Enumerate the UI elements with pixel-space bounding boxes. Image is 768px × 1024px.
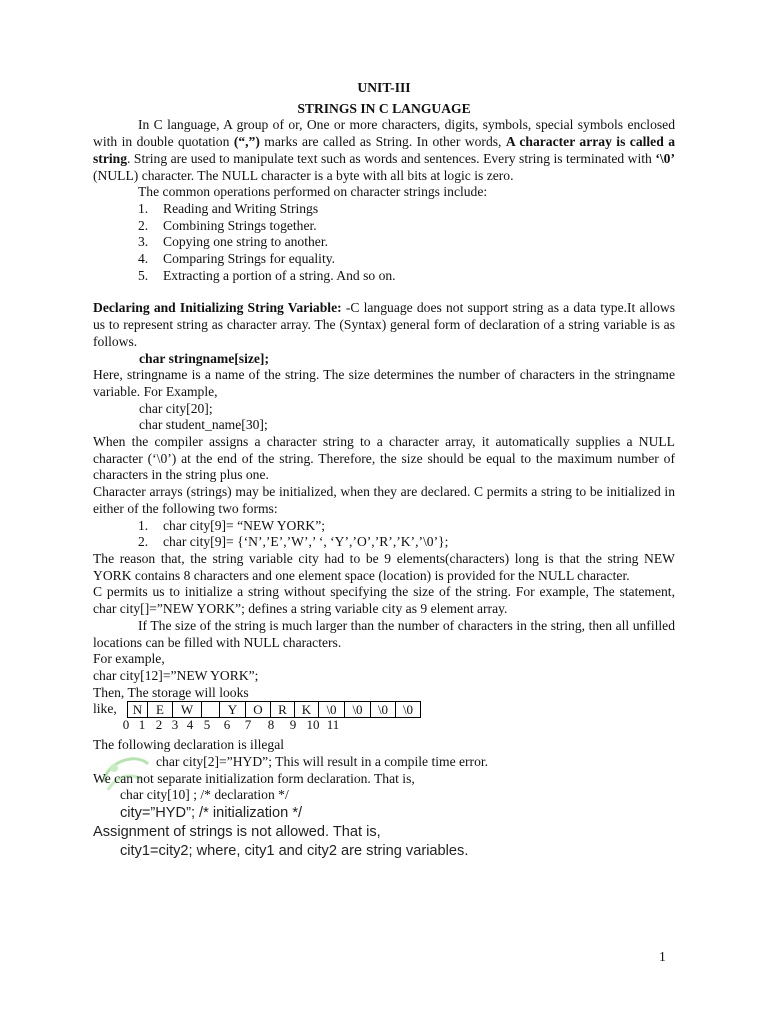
storage-cell — [202, 701, 220, 718]
operations-intro: The common operations performed on character strings include: — [138, 184, 488, 200]
intro-text: (NULL) character. The NULL character is a byte with all bits at logic is zero. — [93, 167, 514, 183]
null-char-bold: ‘\0’ — [655, 150, 675, 166]
index-label: 9 — [289, 717, 297, 733]
intro-text: In C language, A group of or, One or more characters, digits, symbols, special symbols enclosed with in double quotation — [93, 117, 675, 150]
index-label: 2 — [155, 717, 163, 733]
list-item: 1. char city[9]= “NEW YORK”; — [138, 517, 326, 533]
storage-cell: \0 — [371, 701, 396, 718]
example-code: char student_name[30]; — [139, 417, 268, 433]
storage-cell: R — [271, 701, 295, 718]
storage-cell: K — [295, 701, 319, 718]
list-item: 2. Combining Strings together. — [138, 217, 317, 233]
forms-list — [93, 518, 675, 551]
here-paragraph: Here, stringname is a name of the string. The size determines the number of characters in the stringname variable. For Example, — [93, 367, 675, 399]
index-label: 1 — [138, 717, 146, 733]
storage-cell: N — [128, 701, 148, 718]
list-item: 5. Extracting a portion of a string. And so on. — [138, 267, 396, 283]
storage-cells — [127, 701, 421, 718]
intro-text: . String are used to manipulate text such as words and sentences. Every string is terminated with — [126, 150, 656, 166]
index-label: 3 — [171, 717, 179, 733]
storage-cell: Y — [220, 701, 246, 718]
storage-cell: \0 — [396, 701, 421, 718]
index-label: 7 — [244, 717, 252, 733]
index-label: 5 — [203, 717, 211, 733]
page-title: STRINGS IN C LANGUAGE — [297, 100, 471, 116]
unit-title: UNIT-III — [357, 80, 411, 95]
ifsize-paragraph: If The size of the string is much larger than the number of characters in the string, then all unfilled locations can be filled with NULL characters. — [93, 617, 675, 650]
index-label: 11 — [326, 717, 340, 733]
section-text: -C language does not support string as a data type.It allows us to represent string as character array. The (Syntax) general form of declaration of a string variable is as follows. — [93, 300, 676, 349]
storage-indices — [119, 717, 343, 734]
illegal-code: char city[2]=”HYD”; This will result in a compile time error. — [156, 754, 489, 770]
compiler-paragraph: When the compiler assigns a character string to a character array, it automatically supplies a NULL character (‘\0’) at the end of the string. Therefore, the size should be equal to the maximum number of characters in the string plus one. — [93, 434, 675, 483]
separate-line: We can not separate initialization form declaration. That is, — [93, 770, 415, 786]
assignment-line: Assignment of strings is not allowed. That is, — [93, 824, 381, 841]
storage-cell: \0 — [345, 701, 371, 718]
index-label: 0 — [122, 717, 130, 733]
operations-list — [93, 201, 675, 285]
list-item: 3. Copying one string to another. — [138, 234, 328, 250]
for-example: For example, — [93, 651, 165, 667]
index-label: 6 — [223, 717, 231, 733]
assignment-code: city1=city2; where, city1 and city2 are string variables. — [120, 843, 469, 860]
storage-diagram — [93, 701, 675, 737]
list-item: 1. Reading and Writing Strings — [138, 200, 319, 216]
index-label: 10 — [306, 717, 320, 733]
storage-cell: W — [173, 701, 202, 718]
example-code: char city[20]; — [139, 400, 213, 416]
index-label: 4 — [186, 717, 194, 733]
index-label: 8 — [267, 717, 275, 733]
then-line: Then, The storage will looks — [93, 684, 249, 700]
quote-marks: (“,”) — [233, 134, 260, 150]
illegal-line: The following declaration is illegal — [93, 737, 285, 753]
reason-paragraph: The reason that, the string variable city had to be 9 elements(characters) long is that the string NEW YORK contains 8 characters and one element space (location) is provided for the NULL character. — [93, 550, 675, 583]
intro-paragraph — [93, 117, 675, 184]
arrays-paragraph: Character arrays (strings) may be initialized, when they are declared. C permits a string to be initialized in either of the following two forms: — [93, 484, 675, 516]
storage-cell: \0 — [319, 701, 345, 718]
intro-text: marks are called as String. In other words, — [259, 134, 506, 150]
initialization-code: city=”HYD”; /* initialization */ — [120, 805, 303, 822]
storage-cell: E — [148, 701, 173, 718]
permits-paragraph: C permits us to initialize a string without specifying the size of the string. For example, The statement, char city[]=”NEW YORK”; defines a string variable city as 9 element array. — [93, 584, 675, 617]
list-item: 2. char city[9]= {‘N’,’E’,’W’,’ ‘, ‘Y’,’O’,’R’,’K’,’\0’}; — [138, 534, 449, 550]
storage-cell: O — [246, 701, 271, 718]
like-label: like, — [93, 701, 117, 717]
document-page — [93, 80, 675, 861]
definition-bold: A character array is called a string — [93, 134, 676, 166]
declaration-code: char city[10] ; /* declaration */ — [120, 787, 289, 803]
list-item: 4. Comparing Strings for equality. — [138, 251, 336, 267]
section-heading: Declaring and Initializing String Variable: — [93, 300, 342, 316]
declaring-paragraph — [93, 300, 675, 350]
page-number: 1 — [659, 949, 666, 964]
example-code: char city[12]=”NEW YORK”; — [93, 667, 259, 683]
syntax-line: char stringname[size]; — [139, 350, 269, 366]
